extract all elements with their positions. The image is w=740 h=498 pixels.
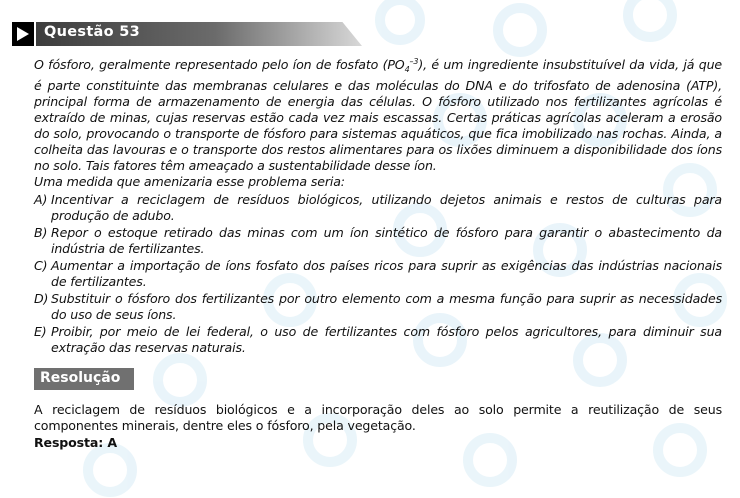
formula-superscript: –3 xyxy=(409,57,419,66)
option-b xyxy=(34,225,722,257)
resolution-body xyxy=(34,402,722,451)
option-text: Incentivar a reciclagem de resíduos biológicos, utilizando dejetos animais e restos de culturas para produção de adubo. xyxy=(51,192,722,223)
resolution-text: A reciclagem de resíduos biológicos e a incorporação deles ao solo permite a reutilização de seus componentes minerais, dentre eles o fósforo, pela vegetação. xyxy=(34,402,722,433)
option-text: Proibir, por meio de lei federal, o uso de fertilizantes com fósforo pelos agricultores, para diminuir sua extração das reservas naturais. xyxy=(51,324,722,355)
intro-part1: O fósforo, geralmente representado pelo íon de fosfato (PO xyxy=(34,57,405,72)
option-d xyxy=(34,291,722,323)
options-list xyxy=(34,192,722,357)
play-arrow-icon xyxy=(17,27,29,41)
question-header xyxy=(12,22,362,46)
option-letter: E) xyxy=(34,324,47,339)
option-a xyxy=(34,192,722,224)
option-c xyxy=(34,258,722,290)
resolution-header xyxy=(34,368,134,390)
answer-text: Resposta: A xyxy=(34,435,117,450)
arrow-icon-box xyxy=(12,22,34,46)
resolution-label: Resolução xyxy=(40,370,121,386)
question-prompt: Uma medida que amenizaria esse problema seria: xyxy=(34,174,345,189)
option-text: Aumentar a importação de íons fosfato dos países ricos para suprir as exigências das indústrias nacionais de fertilizantes. xyxy=(51,258,722,289)
intro-part2: ), é um ingrediente insubstituível da vida, já que é parte constituinte das membranas celulares e das moléculas do DNA e do trifosfato de adenosina (ATP), principal forma de armazenamento de energia das células. O fósforo utilizado nos fertilizantes agrícolas é extraído de minas, cujas reservas estão cada vez mais escassas. Certas práticas agrícolas aceleram a erosão do solo, provocando o transporte de fósforo para sistemas aquáticos, que fica imobilizado nas rochas. Ainda, a colheita das lavouras e o transporte dos restos alimentares para os lixões diminuem a disponibilidade dos íons no solo. Tais fatores têm ameaçado a sustentabilidade desse íon. xyxy=(34,57,722,173)
option-text: Substituir o fósforo dos fertilizantes por outro elemento com a mesma função para suprir as necessidades do uso de seus íons. xyxy=(51,291,722,322)
option-letter: C) xyxy=(34,258,48,273)
option-letter: A) xyxy=(34,192,48,207)
option-letter: D) xyxy=(34,291,49,306)
option-e xyxy=(34,324,722,356)
question-title: Questão 53 xyxy=(44,24,141,40)
question-intro xyxy=(34,54,722,174)
option-letter: B) xyxy=(34,225,48,240)
formula-subscript: 4 xyxy=(404,65,410,74)
question-body xyxy=(34,54,722,190)
option-text: Repor o estoque retirado das minas com um íon sintético de fósforo para garantir o abastecimento da indústria de fertilizantes. xyxy=(51,225,722,256)
